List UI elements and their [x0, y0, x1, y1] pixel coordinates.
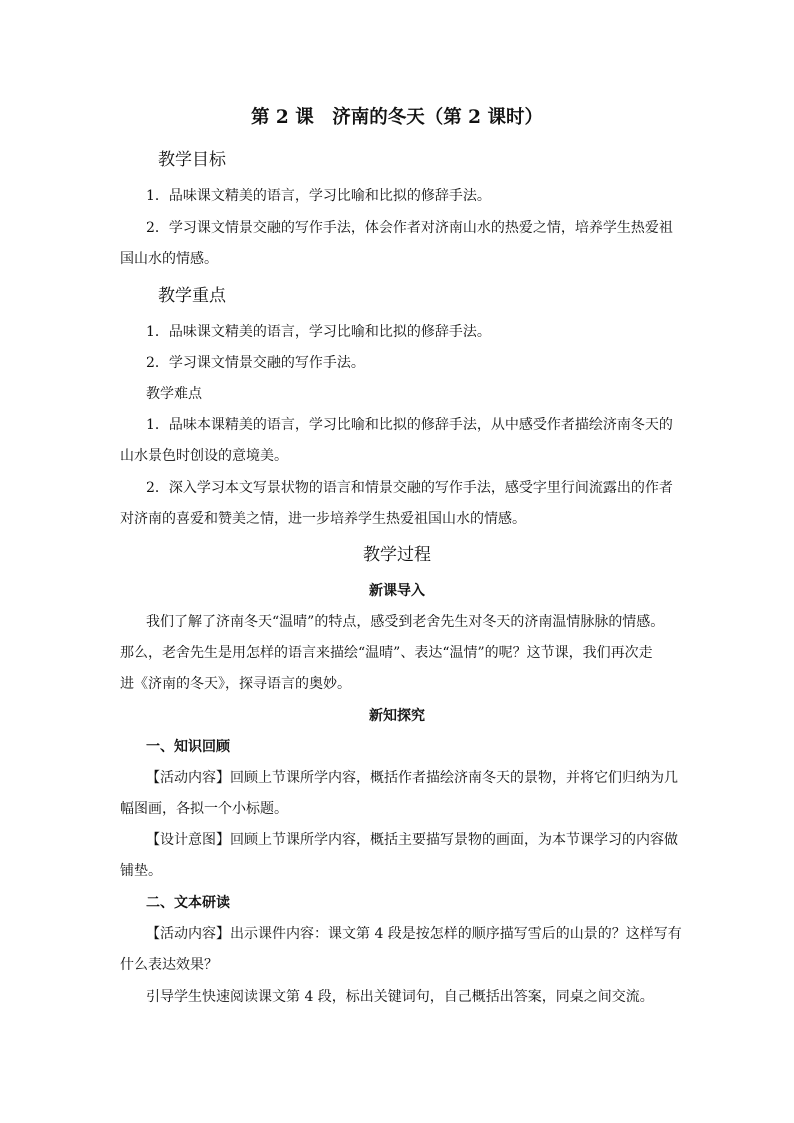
key-points-item-1: 1．品味课文精美的语言，学习比喻和比拟的修辞手法。 — [146, 324, 491, 340]
section-2-guide: 引导学生快速阅读课文第 4 段，标出关键词句，自己概括出答案，同桌之间交流。 — [146, 989, 654, 1005]
intro-heading: 新课导入 — [369, 583, 425, 599]
section-1-activity-line-1: 【活动内容】回顾上节课所学内容，概括作者描绘济南冬天的景物，并将它们归纳为几 — [146, 770, 678, 786]
section-2-heading: 二、文本研读 — [146, 895, 230, 911]
section-1-activity-line-2: 幅图画，各拟一个小标题。 — [120, 801, 288, 817]
section-1-design-line-1: 【设计意图】回顾上节课所学内容，概括主要描写景物的画面，为本节课学习的内容做 — [146, 832, 678, 848]
difficulties-heading: 教学难点 — [146, 386, 202, 402]
intro-line-3: 进《济南的冬天》，探寻语言的奥妙。 — [120, 676, 351, 692]
section-1-heading: 一、知识回顾 — [146, 739, 230, 755]
intro-line-2: 那么，老舍先生是用怎样的语言来描绘“温晴”、表达“温情”的呢？这节课，我们再次走 — [120, 645, 653, 661]
explore-heading: 新知探究 — [369, 708, 425, 724]
goals-item-1: 1．品味课文精美的语言，学习比喻和比拟的修辞手法。 — [146, 188, 491, 204]
goals-heading: 教学目标 — [158, 150, 226, 170]
goals-item-2-line-1: 2．学习课文情景交融的写作手法，体会作者对济南山水的热爱之情，培养学生热爱祖 — [146, 220, 673, 236]
key-points-heading: 教学重点 — [158, 286, 226, 306]
key-points-item-2: 2．学习课文情景交融的写作手法。 — [146, 355, 365, 371]
difficulties-item-2-line-2: 对济南的喜爱和赞美之情，进一步培养学生热爱祖国山水的情感。 — [120, 511, 526, 527]
page-title: 第 2 课 济南的冬天（第 2 课时） — [250, 107, 543, 128]
intro-line-1: 我们了解了济南冬天“温晴”的特点，感受到老舍先生对冬天的济南温情脉脉的情感。 — [146, 614, 665, 630]
section-2-activity-line-1: 【活动内容】出示课件内容：课文第 4 段是按怎样的顺序描写雪后的山景的？这样写有 — [146, 926, 682, 942]
process-heading: 教学过程 — [363, 545, 431, 565]
difficulties-item-1-line-2: 山水景色时创设的意境美。 — [120, 448, 288, 464]
difficulties-item-2-line-1: 2．深入学习本文写景状物的语言和情景交融的写作手法，感受字里行间流露出的作者 — [146, 480, 673, 496]
section-2-activity-line-2: 什么表达效果？ — [120, 957, 218, 973]
difficulties-item-1-line-1: 1．品味本课精美的语言，学习比喻和比拟的修辞手法，从中感受作者描绘济南冬天的 — [146, 417, 673, 433]
section-1-design-line-2: 铺垫。 — [120, 863, 162, 879]
goals-item-2-line-2: 国山水的情感。 — [120, 251, 218, 267]
